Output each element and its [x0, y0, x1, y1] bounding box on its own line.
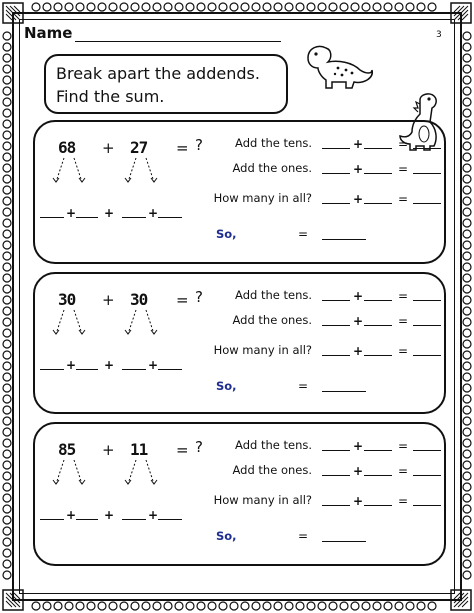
ones-label: Add the ones.: [232, 463, 312, 477]
plus-sign: +: [104, 206, 115, 220]
equals-sign: =: [398, 439, 409, 453]
equals-sign: =: [176, 441, 189, 459]
equals-sign: =: [398, 137, 409, 151]
plus-sign: +: [353, 192, 364, 206]
plus-sign: +: [102, 441, 115, 459]
equals-sign: =: [176, 139, 189, 157]
addend-b: 30: [130, 290, 148, 309]
answer-blank[interactable]: [413, 505, 441, 506]
total-label: How many in all?: [213, 191, 312, 205]
equals-sign: =: [298, 227, 309, 241]
sum-blank[interactable]: [322, 541, 366, 542]
addend-b: 27: [130, 138, 148, 157]
answer-blank[interactable]: [364, 475, 392, 476]
ones-label: Add the ones.: [232, 161, 312, 175]
equals-sign: =: [176, 291, 189, 309]
plus-sign: +: [148, 206, 159, 220]
plus-sign: +: [353, 289, 364, 303]
plus-sign: +: [353, 439, 364, 453]
name-label: Name: [24, 24, 73, 42]
equals-sign: =: [398, 344, 409, 358]
tens-blank-b[interactable]: [122, 519, 146, 520]
plus-sign: +: [66, 206, 77, 220]
answer-blank[interactable]: [364, 450, 392, 451]
plus-sign: +: [353, 464, 364, 478]
equals-sign: =: [398, 289, 409, 303]
question-mark: ?: [195, 136, 203, 154]
answer-blank[interactable]: [413, 450, 441, 451]
equals-sign: =: [398, 464, 409, 478]
total-label: How many in all?: [213, 493, 312, 507]
ones-blank-b[interactable]: [158, 519, 182, 520]
answer-blank[interactable]: [322, 450, 350, 451]
question-mark: ?: [195, 288, 203, 306]
plus-sign: +: [102, 139, 115, 157]
tens-label: Add the tens.: [235, 288, 312, 302]
plus-sign: +: [102, 291, 115, 309]
equals-sign: =: [298, 379, 309, 393]
plus-sign: +: [353, 314, 364, 328]
total-label: How many in all?: [213, 343, 312, 357]
plus-sign: +: [353, 494, 364, 508]
plus-sign: +: [353, 137, 364, 151]
equals-sign: =: [298, 529, 309, 543]
plus-sign: +: [66, 508, 77, 522]
equals-sign: =: [398, 192, 409, 206]
plus-sign: +: [104, 508, 115, 522]
addend-a: 30: [58, 290, 76, 309]
plus-sign: +: [148, 508, 159, 522]
instruction-line-1: Break apart the addends.: [56, 64, 260, 83]
plus-sign: +: [104, 358, 115, 372]
plus-sign: +: [66, 358, 77, 372]
addend-a: 68: [58, 138, 76, 157]
tens-label: Add the tens.: [235, 136, 312, 150]
tens-blank-a[interactable]: [40, 519, 64, 520]
equals-sign: =: [398, 162, 409, 176]
page-number: 3: [436, 30, 442, 40]
so-label: So,: [216, 529, 237, 543]
instruction-line-2: Find the sum.: [56, 87, 165, 106]
so-label: So,: [216, 379, 237, 393]
addend-b: 11: [130, 440, 148, 459]
answer-blank[interactable]: [413, 475, 441, 476]
answer-blank[interactable]: [322, 475, 350, 476]
equals-sign: =: [398, 314, 409, 328]
answer-blank[interactable]: [364, 505, 392, 506]
ones-blank-a[interactable]: [76, 519, 98, 520]
so-label: So,: [216, 227, 237, 241]
plus-sign: +: [353, 344, 364, 358]
addend-a: 85: [58, 440, 76, 459]
equals-sign: =: [398, 494, 409, 508]
plus-sign: +: [148, 358, 159, 372]
ones-label: Add the ones.: [232, 313, 312, 327]
tens-label: Add the tens.: [235, 438, 312, 452]
plus-sign: +: [353, 162, 364, 176]
question-mark: ?: [195, 438, 203, 456]
answer-blank[interactable]: [322, 505, 350, 506]
